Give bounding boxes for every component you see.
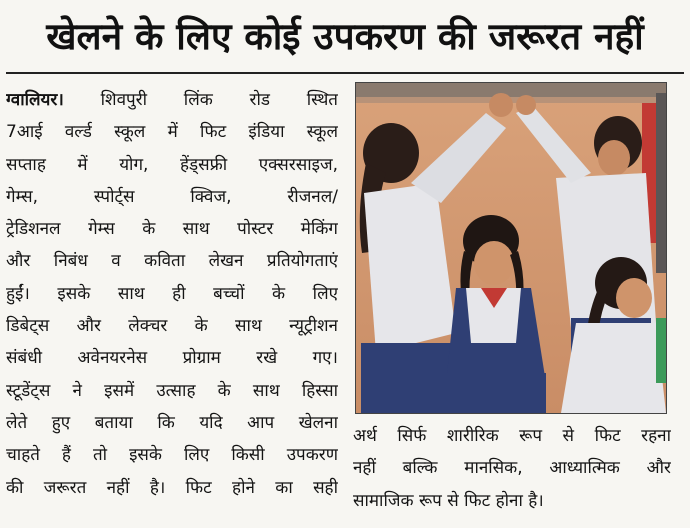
background-fence [356, 83, 666, 97]
article-line-text: शिवपुरी लिंक रोड स्थित [100, 90, 338, 110]
article-line-9: संबंधी अवेनयरनेस प्रोग्राम रखे गए। [6, 348, 338, 369]
article-line-12: चाहते हैं तो इसके लिए किसी उपकरण [6, 445, 338, 466]
article-line-6: और निबंध व कविता लेखन प्रतियोगताएं [6, 251, 338, 272]
article-line-7: हुईं। इसके साथ ही बच्चों के लिए [6, 283, 338, 304]
article-line-2: 7आई वर्ल्ड स्कूल में फिट इंडिया स्कूल [6, 122, 338, 143]
caption-line-1: अर्थ सिर्फ शारीरिक रूप से फिट रहना [353, 426, 671, 446]
caption-line-2: नहीं बल्कि मानसिक, आध्यात्मिक और [353, 458, 671, 479]
joined-hands [489, 93, 513, 117]
article-line-4: गेम्स, स्पोर्ट्स क्विज, रीजनल/ [6, 186, 338, 207]
article-line-10: स्टूडेंट्स ने इसमें उत्साह के साथ हिस्सा [6, 380, 338, 401]
article-line-11: लेते हुए बताया कि यदि आप खेलना [6, 412, 338, 433]
dateline: ग्वालियर। [6, 90, 64, 110]
article-line-1 [6, 84, 338, 116]
caption-line-3: सामाजिक रूप से फिट होना है। [353, 490, 544, 511]
headline: खेलने के लिए कोई उपकरण की जरूरत नहीं [46, 15, 644, 58]
article-line-13: की जरूरत नहीं है। फिट होने का सही [6, 477, 338, 498]
article-line-5: ट्रेडिशनल गेम्स के साथ पोस्टर मेकिंग [6, 219, 338, 240]
article-line-8: डिबेट्स और लेक्चर के साथ न्यूट्रीशन [6, 316, 338, 337]
news-photo [355, 82, 667, 414]
article-line-3: सप्ताह में योग, हेंड्सफ्री एक्सरसाइज, [6, 154, 338, 175]
article-body [6, 84, 338, 504]
headline-rule [6, 72, 684, 74]
photo-caption [353, 420, 671, 517]
